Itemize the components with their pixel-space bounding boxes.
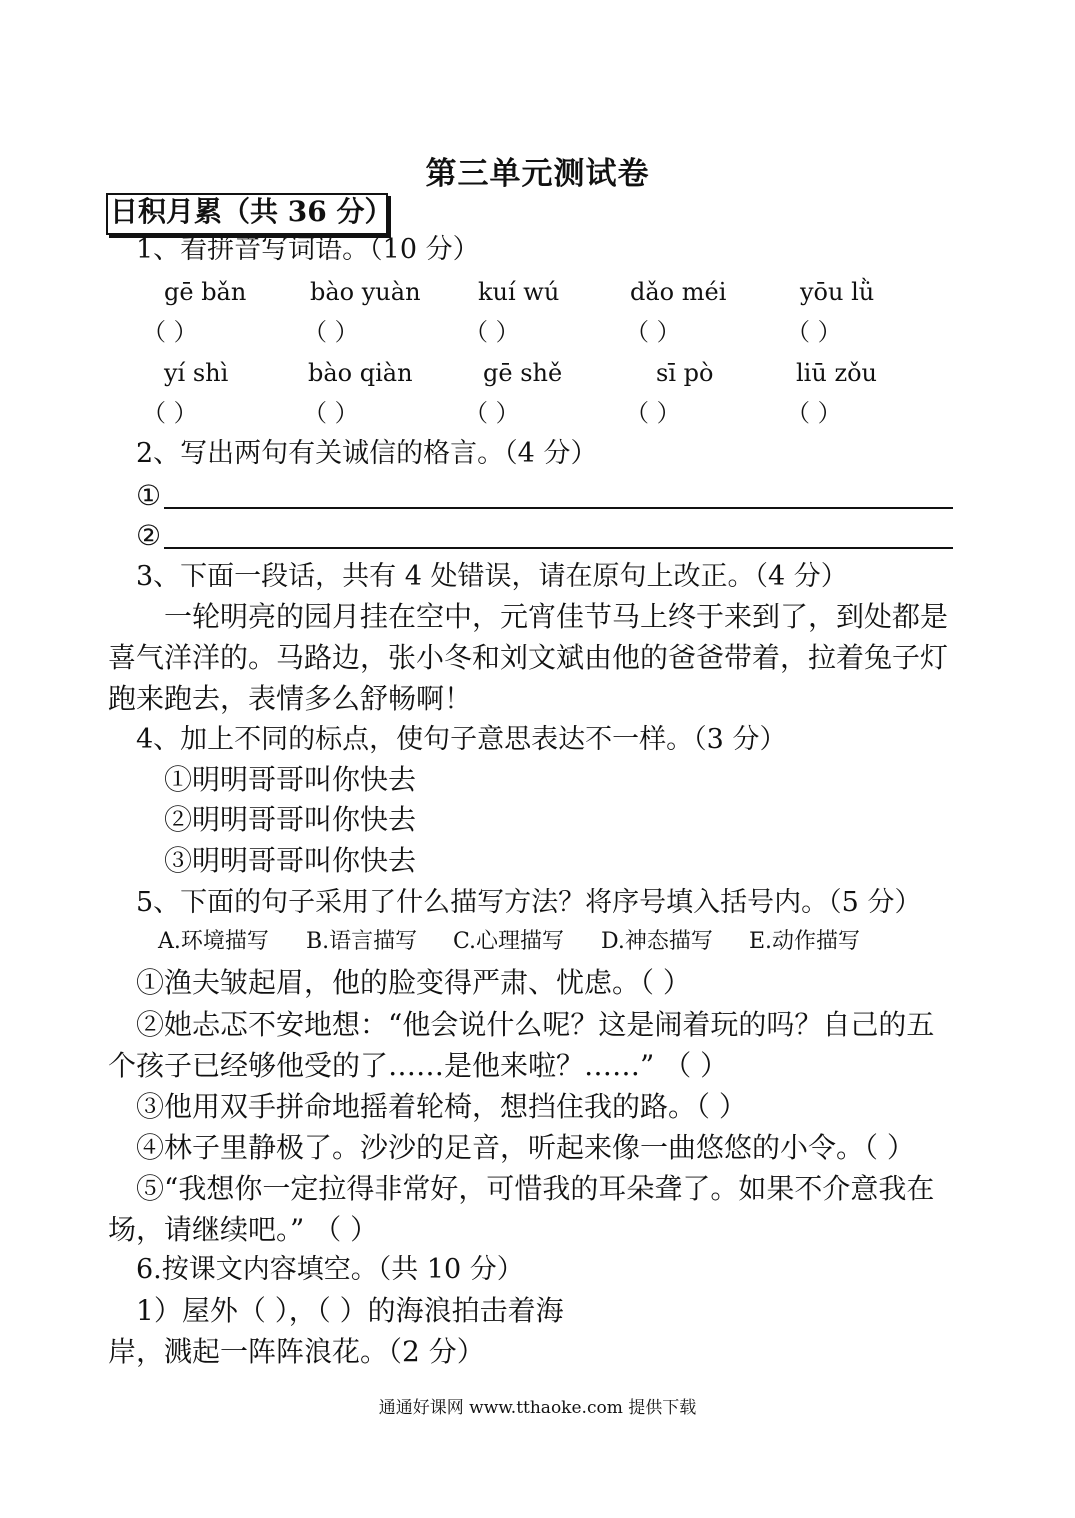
sentence-item: ②明明哥哥叫你快去 <box>164 803 417 836</box>
option-e: E.动作描写 <box>749 929 861 954</box>
pinyin-1-3: kuí wú <box>478 278 560 306</box>
q5-item-3: ③他用双手拼命地摇着轮椅，想挡住我的路。（ ） <box>136 1090 747 1123</box>
fill-blank-line: 1）屋外（ ），（ ）的海浪拍击着海 <box>136 1294 564 1327</box>
q5-item-1: ①渔夫皱起眉，他的脸变得严肃、忧虑。（ ） <box>136 966 691 999</box>
question-1-heading: 1、看拼音写词语。（10 分） <box>136 234 480 265</box>
answer-blank[interactable]: （ ） <box>142 399 198 427</box>
answer-blank[interactable]: （ ） <box>464 399 520 427</box>
q5-item-4: ④林子里静极了。沙沙的足音，听起来像一曲悠悠的小令。（ ） <box>136 1131 915 1164</box>
sentence-item: ①明明哥哥叫你快去 <box>164 763 417 796</box>
pinyin-2-4: sī pò <box>656 359 714 387</box>
q5-item-5-cont: 场，请继续吧。” （ ） <box>108 1213 379 1246</box>
question-5-heading: 5、下面的句子采用了什么描写方法？将序号填入括号内。（5 分） <box>136 887 922 918</box>
q5-item-2-cont: 个孩子已经够他受的了……是他来啦？……” （ ） <box>108 1049 729 1082</box>
sentence-item: ③明明哥哥叫你快去 <box>164 844 417 877</box>
pinyin-2-5: liū zǒu <box>796 359 877 387</box>
question-3-heading: 3、下面一段话，共有 4 处错误，请在原句上改正。（4 分） <box>136 561 848 592</box>
passage-line: 跑来跑去，表情多么舒畅啊！ <box>108 682 473 715</box>
passage-line: 一轮明亮的园月挂在空中，元宵佳节马上终于来到了，到处都是 <box>164 600 949 633</box>
pinyin-1-2: bào yuàn <box>310 278 421 306</box>
question-4-heading: 4、加上不同的标点，使句子意思表达不一样。（3 分） <box>136 724 787 755</box>
passage-line: 喜气洋洋的。马路边，张小冬和刘文斌由他的爸爸带着，拉着兔子灯 <box>108 641 949 674</box>
option-d: D.神态描写 <box>601 929 713 954</box>
question-2-heading: 2、写出两句有关诚信的格言。（4 分） <box>136 438 598 469</box>
page-title: 第三单元测试卷 <box>425 156 650 192</box>
pinyin-2-3: gē shě <box>483 359 563 387</box>
q5-item-2: ②她忐忑不安地想：“他会说什么呢？这是闹着玩的吗？自己的五 <box>136 1008 935 1041</box>
answer-blank[interactable]: （ ） <box>625 318 681 346</box>
answer-blank[interactable]: （ ） <box>786 399 842 427</box>
option-c: C.心理描写 <box>453 929 565 954</box>
q5-item-5: ⑤“我想你一定拉得非常好，可惜我的耳朵聋了。如果不介意我在 <box>136 1172 935 1205</box>
fill-blank-line-cont: 岸，溅起一阵阵浪花。（2 分） <box>108 1335 485 1368</box>
answer-blank[interactable]: （ ） <box>786 318 842 346</box>
answer-marker-1: ① <box>136 479 162 512</box>
answer-blank[interactable]: （ ） <box>142 318 198 346</box>
pinyin-1-5: yōu lǜ <box>800 278 875 306</box>
footer-credit: 通通好课网 www.tthaoke.com 提供下载 <box>378 1398 697 1418</box>
pinyin-2-2: bào qiàn <box>308 359 413 387</box>
answer-line-2[interactable] <box>164 547 953 549</box>
section-header-label: 日积月累（共 36 分） <box>110 195 393 228</box>
question-6-heading: 6.按课文内容填空。（共 10 分） <box>136 1254 524 1285</box>
answer-line-1[interactable] <box>164 507 953 509</box>
answer-marker-2: ② <box>136 519 162 552</box>
pinyin-1-1: gē bǎn <box>164 278 247 306</box>
answer-blank[interactable]: （ ） <box>625 399 681 427</box>
option-a: A.环境描写 <box>158 929 269 954</box>
option-b: B.语言描写 <box>306 929 418 954</box>
answer-blank[interactable]: （ ） <box>464 318 520 346</box>
pinyin-1-4: dǎo méi <box>630 278 727 306</box>
pinyin-2-1: yí shì <box>164 359 229 387</box>
answer-blank[interactable]: （ ） <box>303 318 359 346</box>
answer-blank[interactable]: （ ） <box>303 399 359 427</box>
